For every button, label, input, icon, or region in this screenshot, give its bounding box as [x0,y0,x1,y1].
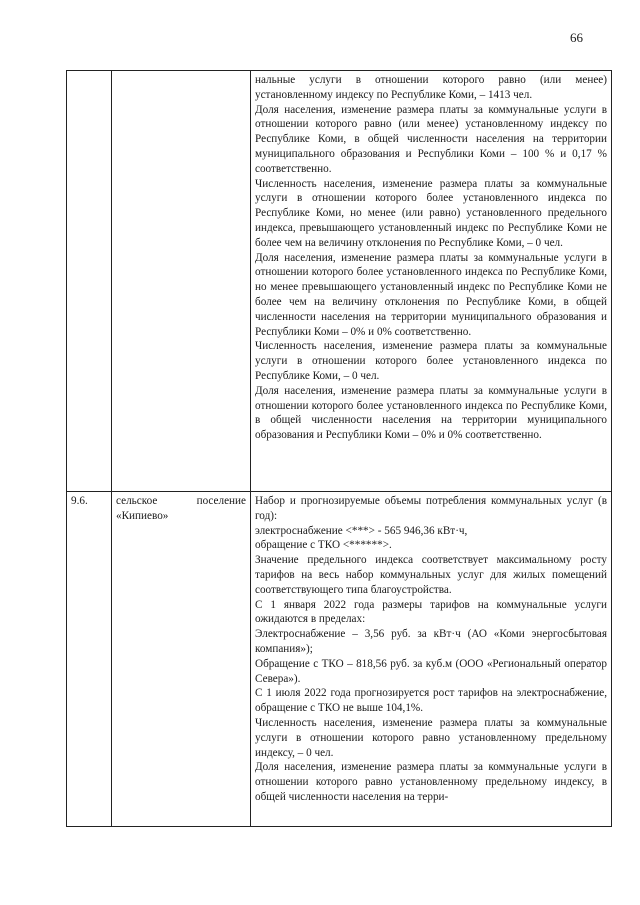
row-number-cell [67,71,112,492]
paragraph: обращение с ТКО <******>. [255,539,392,552]
paragraph: Доля населения, изменение размера платы за коммунальные услуги в отношении которого более установленного индекса по Республике Коми, в общей численности населения на территории муниципального образования и Республики Коми – 0% и 0% соответственно. [255,384,607,442]
settlement-name: «Кипиево» [116,509,169,522]
paragraph: Доля населения, изменение размера платы за коммунальные услуги в отношении которого равно установленному предельному индексу, в общей численности населения на терри- [255,761,607,803]
paragraph: Численность населения, изменение размера платы за коммунальные услуги в отношении которого более установленного индекса по Республике Коми, – 0 чел. [255,340,607,382]
settlement-name-cell [112,492,251,827]
paragraph: С 1 января 2022 года размеры тарифов на коммунальные услуги ожидаются в пределах: [255,598,607,626]
paragraph: Численность населения, изменение размера платы за коммунальные услуги в отношении которого более установленного индекса по Республике Коми, но менее (или равно) установленного предельного индекса, превышающего установленный индекс по Республике Коми не более чем на величину отклонения по Республике Коми, – 0 чел. [255,177,607,249]
description-cell [251,492,612,827]
page-number: 66 [570,30,583,45]
paragraph: Набор и прогнозируемые объемы потребления коммунальных услуг (в год): [255,495,607,522]
paragraph: С 1 июля 2022 года прогнозируется рост тарифов на электроснабжение, обращение с ТКО не выше 104,1%. [255,687,607,715]
description-cell [251,71,612,492]
table-row [67,492,612,827]
paragraph: Электроснабжение – 3,56 руб. за кВт·ч (АО «Коми энергосбытовая компания»); [255,628,607,655]
paragraph: Значение предельного индекса соответствует максимальному росту тарифов на весь набор коммунальных услуг для жилых помещений соответствующего типа благоустройства. [255,554,607,596]
paragraph: нальные услуги в отношении которого равно (или менее) установленному индексу по Республике Коми, – 1413 чел. [255,74,607,101]
settlement-name-cell [112,71,251,492]
paragraph: Доля населения, изменение размера платы за коммунальные услуги в отношении которого равно (или менее) установленному индексу по Республике Коми, в общей численности населения на территории муниципального образования и Республики Коми – 100 % и 0,17 % соответственно. [255,103,607,175]
paragraph: Обращение с ТКО – 818,56 руб. за куб.м (ООО «Региональный оператор Севера»). [255,657,607,685]
paragraph: Численность населения, изменение размера платы за коммунальные услуги в отношении которого равно установленному предельному индексу, – 0 чел. [255,716,607,759]
paragraph: электроснабжение <***> - 565 946,36 кВт·ч, [255,524,468,537]
row-number-cell: 9.6. [67,492,112,827]
table-row [67,71,612,492]
document-table [66,70,612,827]
settlement-type: сельское поселение [116,495,246,507]
paragraph: Доля населения, изменение размера платы за коммунальные услуги в отношении которого более установленного индекса по Республике Коми, но менее превышающего установленный индекс по Республике Коми не более чем на величину отклонения по Республике Коми, в общей численности населения на территории муниципального образования и Республики Коми – 0% и 0% соответственно. [255,251,607,338]
